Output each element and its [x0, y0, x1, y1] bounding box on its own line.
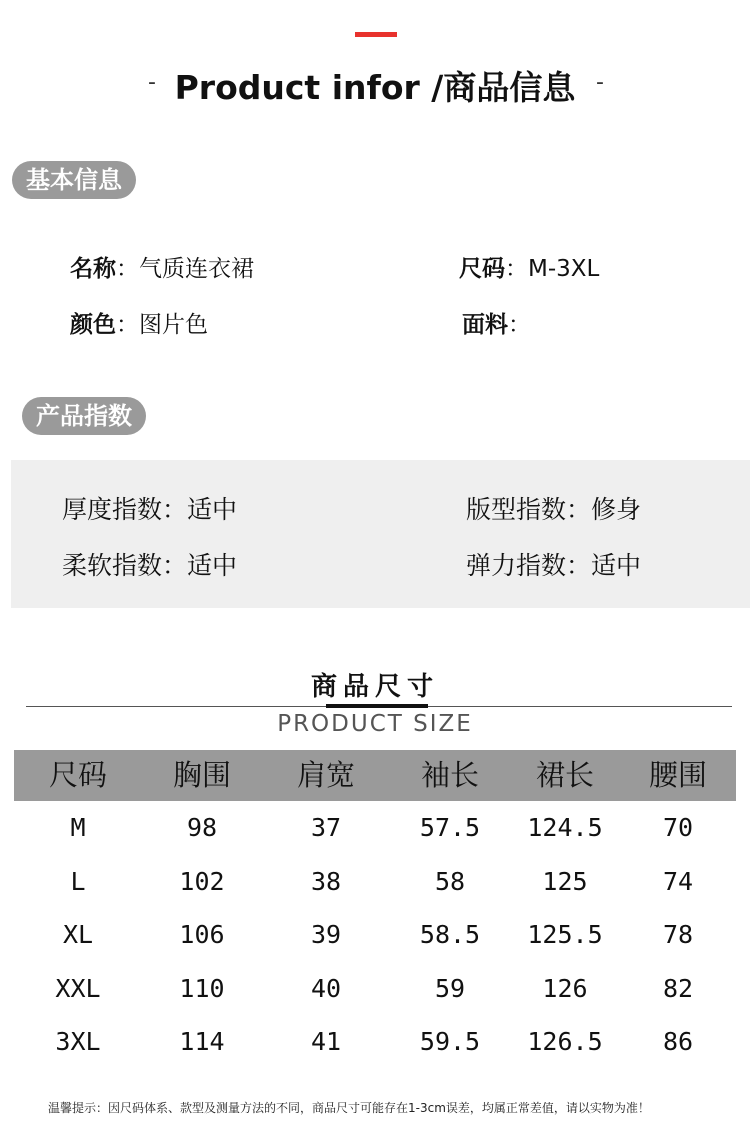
table-cell: 78 [662, 920, 694, 949]
index-label: 弹力指数 [466, 551, 567, 580]
info-value: M-3XL [528, 256, 600, 282]
table-row [14, 855, 736, 909]
info-label: 尺码 [459, 256, 505, 282]
info-label: 颜色 [70, 312, 116, 338]
table-cell: 98 [186, 813, 218, 842]
table-cell: 57.5 [419, 813, 481, 842]
size-title-en: PRODUCT SIZE [277, 711, 473, 737]
product-index-badge: 产品指数 [22, 397, 146, 435]
column-header: 腰围 [648, 758, 707, 792]
table-cell: 38 [310, 866, 342, 896]
column-header: 尺码 [48, 758, 107, 792]
info-sep: ： [116, 312, 139, 338]
info-value: 图片色 [139, 312, 208, 338]
basic-info-badge: 基本信息 [12, 161, 136, 199]
table-cell: 106 [179, 920, 225, 949]
size-divider-accent [326, 704, 428, 708]
table-cell: 40 [310, 973, 342, 1003]
index-sep: ： [162, 495, 188, 524]
table-cell: 39 [310, 920, 342, 949]
table-cell: 59.5 [419, 1027, 481, 1056]
table-cell: 59 [434, 973, 466, 1003]
index-label: 柔软指数 [62, 551, 163, 580]
index-thickness [62, 490, 237, 526]
index-elasticity [466, 546, 641, 582]
info-sep: ： [505, 256, 528, 282]
table-row [14, 908, 736, 962]
info-value: 气质连衣裙 [139, 256, 254, 282]
column-header: 肩宽 [296, 758, 355, 792]
info-sep: ： [508, 312, 531, 338]
info-name [70, 250, 254, 283]
index-sep: ： [566, 495, 592, 524]
table-cell: 126.5 [527, 1027, 603, 1056]
size-title-cn: 商品尺寸 [310, 672, 439, 702]
info-fabric [462, 306, 531, 339]
column-header: 裙长 [535, 758, 594, 792]
index-value: 修身 [591, 495, 642, 524]
table-cell: L [70, 866, 86, 896]
table-row [14, 1015, 736, 1069]
index-label: 厚度指数 [62, 495, 163, 524]
page-title: Product infor /商品信息 [174, 68, 576, 107]
index-sep: ： [162, 551, 188, 580]
table-cell: XL [62, 920, 94, 949]
index-value: 适中 [187, 495, 238, 524]
table-cell: 70 [662, 813, 694, 842]
column-header: 袖长 [420, 758, 479, 792]
index-softness [62, 546, 237, 582]
table-cell: 86 [662, 1027, 694, 1056]
table-cell: 102 [179, 866, 225, 896]
info-color [70, 306, 208, 339]
table-row [14, 801, 736, 855]
index-value: 适中 [187, 551, 238, 580]
table-cell: 114 [179, 1027, 225, 1056]
table-cell: 125.5 [527, 920, 603, 949]
table-cell: 58 [434, 866, 466, 896]
info-sep: ： [116, 256, 139, 282]
footer-note: 温馨提示：因尺码体系、款型及测量方法的不同，商品尺寸可能存在1-3cm误差，均属正常差值，请以实物为准！ [48, 1101, 650, 1115]
table-cell: 124.5 [527, 813, 603, 842]
accent-bar [355, 32, 397, 37]
info-label: 面料 [462, 312, 508, 338]
info-size [459, 250, 599, 283]
product-index-panel [11, 460, 750, 608]
table-cell: 41 [310, 1027, 342, 1056]
table-cell: 3XL [55, 1027, 101, 1056]
table-cell: 110 [179, 973, 225, 1003]
table-header [14, 750, 736, 801]
table-row [14, 962, 736, 1016]
table-cell: 125 [542, 866, 588, 896]
index-sep: ： [566, 551, 592, 580]
title-dash-right: - [596, 70, 604, 95]
table-cell: 126 [542, 973, 588, 1003]
table-cell: M [70, 813, 86, 842]
table-cell: 82 [662, 973, 694, 1003]
table-cell: XXL [55, 973, 101, 1003]
column-header: 胸围 [172, 758, 231, 792]
size-table [14, 750, 736, 1069]
info-label: 名称 [70, 256, 116, 282]
title-dash-left: - [148, 70, 156, 95]
table-cell: 37 [310, 813, 342, 842]
table-cell: 58.5 [419, 920, 481, 949]
index-value: 适中 [591, 551, 642, 580]
table-cell: 74 [662, 866, 694, 896]
index-label: 版型指数 [466, 495, 567, 524]
index-fit [466, 490, 641, 526]
